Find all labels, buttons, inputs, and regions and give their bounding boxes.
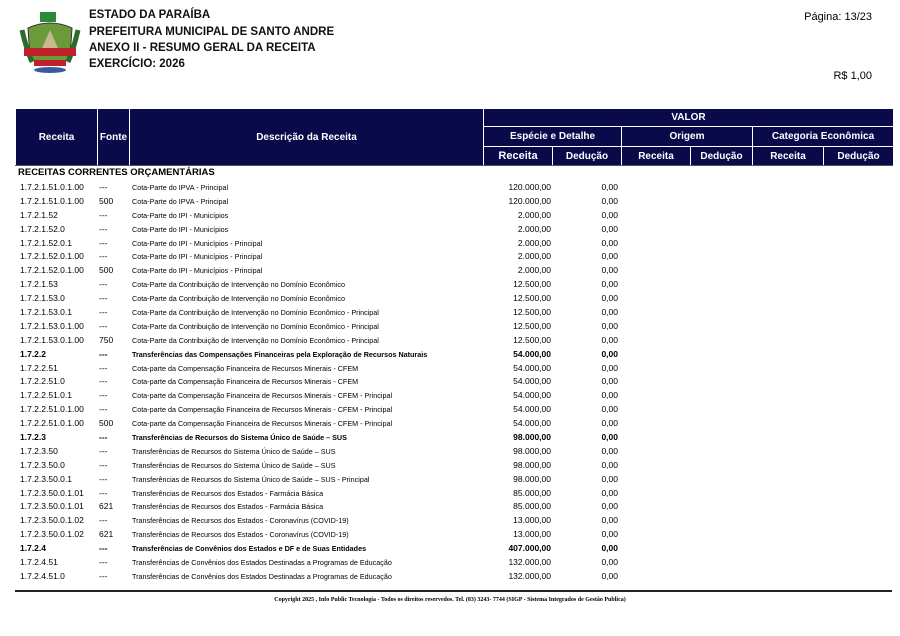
source-code: --- [99,251,108,262]
revenue-code: 1.7.2.3.50 [20,445,58,456]
currency-unit: R$ 1,00 [833,70,872,82]
table-row [0,459,900,473]
revenue-code: 1.7.2.2.51.0 [20,376,65,387]
deducao-value: 0,00 [601,237,618,248]
sub-categoria-receita: Receita [753,147,824,166]
revenue-code: 1.7.2.1.52.0.1 [20,237,72,248]
source-code: --- [99,237,108,248]
deducao-value: 0,00 [601,501,618,512]
table-header [15,108,894,166]
table-row [0,292,900,306]
deducao-value: 0,00 [601,334,618,345]
source-code: --- [99,376,108,387]
footer-copyright: Copyright 2025 , Info Public Tecnologia - Todos os direitos reservedos. Tel. (83) 3243- 7744 (SIGP - Sistema Integrados de Gestão Publica) [274,597,626,603]
deducao-value: 0,00 [601,473,618,484]
deducao-value: 0,00 [601,195,618,206]
table-row [0,320,900,334]
deducao-value: 0,00 [601,404,618,415]
revenue-description: Cota-Parte da Contribuição de Intervenção no Domínio Econômico - Principal [132,308,379,318]
group-origem: Origem [622,127,753,147]
deducao-value: 0,00 [601,459,618,470]
receita-value: 85.000,00 [513,487,551,498]
revenue-code: 1.7.2.2.51.0.1.00 [20,404,84,415]
section-title: RECEITAS CORRENTES ORÇAMENTÁRIAS [18,167,215,178]
table-row [0,556,900,570]
source-code: --- [99,445,108,456]
revenue-code: 1.7.2.4.51 [20,557,58,568]
revenue-code: 1.7.2.3.50.0.1.02 [20,515,84,526]
revenue-code: 1.7.2.1.52.0.1.00 [20,265,84,276]
deducao-value: 0,00 [601,487,618,498]
deducao-value: 0,00 [601,182,618,192]
revenue-description: Transferências de Convênios dos Estados Destinadas a Programas de Educação [132,558,392,568]
receita-value: 13.000,00 [513,529,551,540]
header-report-title: ANEXO II - RESUMO GERAL DA RECEITA [89,42,316,54]
revenue-code: 1.7.2.1.53.0.1 [20,307,72,318]
receita-value: 120.000,00 [508,182,551,192]
source-code: 750 [99,334,114,345]
revenue-description: Transferências de Recursos dos Estados - Coronavírus (COVID-19) [132,530,349,540]
receita-value: 12.500,00 [513,293,551,304]
sub-especie-deducao: Dedução [553,147,622,166]
source-code: --- [99,487,108,498]
page-number: Página: 13/23 [804,11,872,23]
revenue-description: Transferências de Convênios dos Estados e DF e de Suas Entidades [132,544,367,554]
revenue-code: 1.7.2.1.51.0.1.00 [20,182,84,192]
receita-value: 12.500,00 [513,334,551,345]
deducao-value: 0,00 [601,390,618,401]
header-fiscal-year: EXERCÍCIO: 2026 [89,58,185,70]
revenue-description: Cota-Parte da Contribuição de Intervenção no Domínio Econômico [132,294,345,304]
deducao-value: 0,00 [601,307,618,318]
receita-value: 12.500,00 [513,279,551,290]
receita-value: 54.000,00 [513,348,551,359]
source-code: --- [99,279,108,290]
sub-especie-receita: Receita [484,147,553,166]
revenue-description: Cota-parte da Compensação Financeira de Recursos Minerais - CFEM - Principal [132,391,393,401]
deducao-value: 0,00 [601,557,618,568]
deducao-value: 0,00 [601,251,618,262]
table-body [0,181,900,584]
revenue-description: Cota-Parte do IPI - Municípios - Principal [132,238,263,248]
revenue-code: 1.7.2.2.51.0.1.00 [20,418,84,429]
revenue-description: Transferências de Recursos do Sistema Único de Saúde – SUS [132,433,347,443]
divider [15,165,893,166]
revenue-description: Cota-Parte do IPI - Municípios [132,210,229,220]
source-code: --- [99,209,108,220]
deducao-value: 0,00 [601,445,618,456]
sub-origem-deducao: Dedução [691,147,753,166]
revenue-description: Transferências das Compensações Financeiras pela Exploração de Recursos Naturais [132,349,428,359]
receita-value: 2.000,00 [517,251,551,262]
table-row [0,389,900,403]
revenue-code: 1.7.2.1.52.0 [20,223,65,234]
divider [15,590,892,592]
table-row [0,195,900,209]
group-especie: Espécie e Detalhe [484,127,622,147]
table-row [0,362,900,376]
receita-value: 132.000,00 [508,557,551,568]
deducao-value: 0,00 [601,265,618,276]
col-receita: Receita [16,109,98,166]
source-code: 500 [99,418,114,429]
receita-value: 120.000,00 [508,195,551,206]
revenue-description: Transferências de Recursos dos Estados - Farmácia Básica [132,502,324,512]
table-row [0,445,900,459]
receita-value: 2.000,00 [517,209,551,220]
revenue-description: Cota-parte da Compensação Financeira de Recursos Minerais - CFEM - Principal [132,405,393,415]
deducao-value: 0,00 [601,418,618,429]
revenue-code: 1.7.2.1.52 [20,209,58,220]
table-row [0,403,900,417]
receita-value: 407.000,00 [508,543,551,554]
receita-value: 12.500,00 [513,307,551,318]
table-row [0,278,900,292]
deducao-value: 0,00 [601,223,618,234]
revenue-code: 1.7.2.3 [20,432,46,443]
table-row [0,334,900,348]
sub-categoria-deducao: Dedução [824,147,894,166]
header-state: ESTADO DA PARAÍBA [89,9,211,21]
revenue-description: Cota-parte da Compensação Financeira de Recursos Minerais - CFEM - Principal [132,419,393,429]
deducao-value: 0,00 [601,432,618,443]
revenue-code: 1.7.2.2.51 [20,362,58,373]
receita-value: 98.000,00 [513,473,551,484]
deducao-value: 0,00 [601,209,618,220]
source-code: --- [99,459,108,470]
receita-value: 85.000,00 [513,501,551,512]
revenue-code: 1.7.2.1.52.0.1.00 [20,251,84,262]
revenue-description: Cota-Parte da Contribuição de Intervenção no Domínio Econômico [132,280,345,290]
revenue-code: 1.7.2.4.51.0 [20,570,65,581]
receita-value: 12.500,00 [513,320,551,331]
revenue-description: Transferências de Recursos dos Estados - Coronavírus (COVID-19) [132,516,349,526]
deducao-value: 0,00 [601,529,618,540]
revenue-description: Cota-Parte da Contribuição de Intervenção no Domínio Econômico - Principal [132,335,379,345]
col-fonte: Fonte [98,109,130,166]
source-code: --- [99,293,108,304]
deducao-value: 0,00 [601,376,618,387]
receita-value: 54.000,00 [513,404,551,415]
source-code: 621 [99,501,114,512]
receita-value: 2.000,00 [517,223,551,234]
source-code: --- [99,182,108,192]
revenue-description: Transferências de Recursos do Sistema Único de Saúde – SUS [132,446,336,456]
table-row [0,181,900,195]
receita-value: 13.000,00 [513,515,551,526]
source-code: --- [99,557,108,568]
table-row [0,250,900,264]
source-code: --- [99,362,108,373]
revenue-description: Cota-Parte do IPVA - Principal [132,183,229,192]
revenue-description: Cota-Parte da Contribuição de Intervenção no Domínio Econômico - Principal [132,321,379,331]
revenue-code: 1.7.2.3.50.0 [20,459,65,470]
source-code: 621 [99,529,114,540]
group-categoria: Categoria Econômica [753,127,894,147]
table-row [0,487,900,501]
table-row [0,431,900,445]
table-row [0,473,900,487]
table-row [0,264,900,278]
col-descricao: Descrição da Receita [130,109,484,166]
receita-value: 54.000,00 [513,376,551,387]
table-row [0,514,900,528]
deducao-value: 0,00 [601,515,618,526]
source-code: 500 [99,265,114,276]
revenue-description: Cota-Parte do IPI - Municípios - Principal [132,252,263,262]
table-row [0,306,900,320]
revenue-code: 1.7.2.3.50.0.1.01 [20,487,84,498]
revenue-code: 1.7.2.3.50.0.1.02 [20,529,84,540]
revenue-code: 1.7.2.2 [20,348,46,359]
source-code: --- [99,320,108,331]
revenue-description: Cota-parte da Compensação Financeira de Recursos Minerais - CFEM [132,377,359,387]
table-row [0,348,900,362]
header-municipality: PREFEITURA MUNICIPAL DE SANTO ANDRE [89,26,335,38]
revenue-code: 1.7.2.4 [20,543,46,554]
receita-value: 132.000,00 [508,570,551,581]
revenue-description: Transferências de Convênios dos Estados Destinadas a Programas de Educação [132,571,392,581]
revenue-code: 1.7.2.3.50.0.1 [20,473,72,484]
deducao-value: 0,00 [601,362,618,373]
revenue-description: Cota-Parte do IPVA - Principal [132,196,229,206]
source-code: --- [99,223,108,234]
revenue-code: 1.7.2.3.50.0.1.01 [20,501,84,512]
revenue-description: Cota-parte da Compensação Financeira de Recursos Minerais - CFEM [132,363,359,373]
table-row [0,570,900,584]
table-row [0,528,900,542]
source-code: --- [99,570,108,581]
revenue-code: 1.7.2.2.51.0.1 [20,390,72,401]
deducao-value: 0,00 [601,279,618,290]
col-valor: VALOR [484,109,894,127]
revenue-description: Cota-Parte do IPI - Municípios - Principal [132,266,263,276]
receita-value: 98.000,00 [513,432,551,443]
revenue-description: Transferências de Recursos do Sistema Único de Saúde – SUS [132,460,336,470]
revenue-description: Cota-Parte do IPI - Municípios [132,224,229,234]
receita-value: 98.000,00 [513,445,551,456]
revenue-code: 1.7.2.1.53.0.1.00 [20,334,84,345]
source-code: --- [99,473,108,484]
table-row [0,223,900,237]
table-row [0,542,900,556]
revenue-code: 1.7.2.1.53.0.1.00 [20,320,84,331]
municipal-coat-of-arms-logo [18,8,82,74]
receita-value: 54.000,00 [513,362,551,373]
deducao-value: 0,00 [601,293,618,304]
receita-value: 2.000,00 [517,237,551,248]
deducao-value: 0,00 [601,348,618,359]
revenue-code: 1.7.2.1.53 [20,279,58,290]
receita-value: 2.000,00 [517,265,551,276]
deducao-value: 0,00 [601,320,618,331]
source-code: --- [99,348,108,359]
source-code: --- [99,432,108,443]
source-code: --- [99,543,108,554]
table-row [0,417,900,431]
source-code: 500 [99,195,114,206]
table-row [0,375,900,389]
deducao-value: 0,00 [601,543,618,554]
source-code: --- [99,515,108,526]
source-code: --- [99,404,108,415]
receita-value: 98.000,00 [513,459,551,470]
revenue-code: 1.7.2.1.51.0.1.00 [20,195,84,206]
source-code: --- [99,390,108,401]
revenue-description: Transferências de Recursos dos Estados - Farmácia Básica [132,488,324,498]
receita-value: 54.000,00 [513,390,551,401]
sub-origem-receita: Receita [622,147,691,166]
table-row [0,209,900,223]
revenue-code: 1.7.2.1.53.0 [20,293,65,304]
receita-value: 54.000,00 [513,418,551,429]
table-row [0,237,900,251]
deducao-value: 0,00 [601,570,618,581]
revenue-description: Transferências de Recursos do Sistema Único de Saúde – SUS - Principal [132,474,370,484]
source-code: --- [99,307,108,318]
table-row [0,500,900,514]
